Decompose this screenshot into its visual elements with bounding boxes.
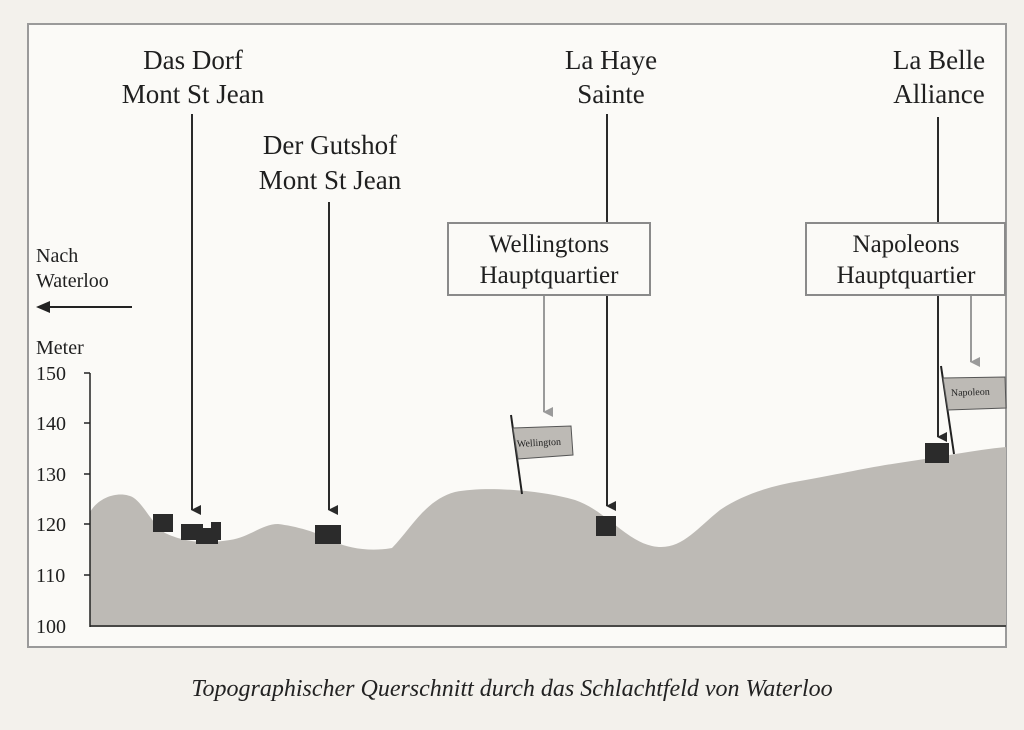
label-belle-line1: La Belle (892, 45, 986, 75)
label-gutshof-line1: Der Gutshof (262, 130, 398, 160)
direction-label-line2: Waterloo (36, 270, 109, 292)
y-tick-150: 150 (36, 363, 66, 385)
y-tick-120: 120 (36, 514, 66, 536)
y-tick-100: 100 (36, 616, 66, 638)
label-belle-line2: Alliance (893, 79, 985, 109)
y-tick-140: 140 (36, 413, 66, 435)
building-gutshof (315, 525, 341, 544)
label-dorf-line2: Mont St Jean (121, 79, 265, 109)
napoleon-flag-label: Napoleon (950, 386, 990, 399)
wellington-flag-label: Wellington (516, 436, 562, 450)
building-dorf-1 (153, 514, 173, 532)
building-belle (925, 443, 949, 463)
napoleon-hq-line2: Hauptquartier (836, 262, 976, 289)
direction-label-line1: Nach (36, 245, 79, 267)
napoleon-hq-line1: Napoleons (852, 231, 960, 258)
building-dorf-4 (211, 522, 221, 540)
y-tick-130: 130 (36, 464, 66, 486)
wellington-hq-line1: Wellingtons (488, 231, 610, 258)
napoleon-flag (941, 366, 1006, 454)
y-axis-unit: Meter (36, 337, 84, 359)
label-haye-line2: Sainte (577, 79, 645, 109)
figure-caption: Topographischer Querschnitt durch das Schlachtfeld von Waterloo (191, 676, 833, 702)
building-haye (596, 516, 616, 536)
y-tick-110: 110 (36, 565, 66, 587)
label-haye-line1: La Haye (564, 45, 658, 75)
terrain-profile (90, 447, 1006, 627)
wellington-flag (511, 415, 573, 494)
label-dorf-line1: Das Dorf (143, 45, 243, 75)
wellington-hq-line2: Hauptquartier (479, 262, 619, 289)
label-gutshof-line2: Mont St Jean (258, 165, 402, 195)
left-arrow-icon (36, 301, 132, 313)
y-axis-ticks (84, 373, 90, 575)
